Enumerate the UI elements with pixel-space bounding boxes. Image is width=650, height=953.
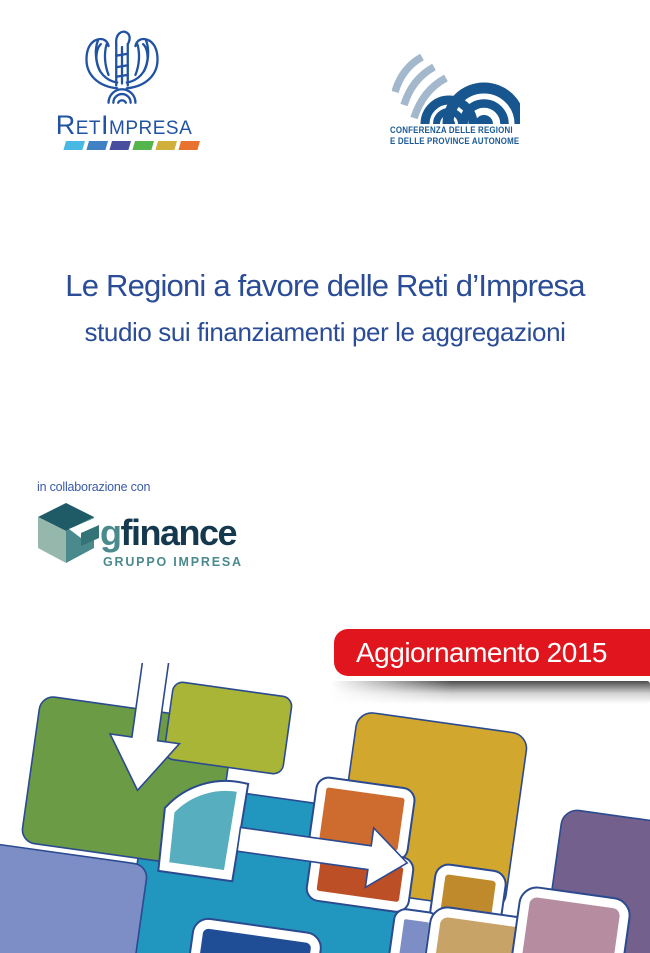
conferenza-wordmark [390, 125, 537, 147]
gfinance-g: g [100, 512, 121, 553]
retimpresa-color-stripe [62, 141, 202, 151]
gfinance-finance: finance [120, 512, 237, 553]
gfinance-tagline: GRUPPO IMPRESA [103, 555, 243, 569]
collaboration-label: in collaborazione con [37, 480, 151, 494]
conferenza-arcs-icon [392, 54, 520, 124]
conferenza-line1: CONFERENZA DELLE REGIONI [390, 125, 513, 135]
flowchart-artwork [0, 663, 650, 953]
tile-mauve [514, 891, 625, 953]
gfinance-cube-icon [33, 502, 99, 564]
conferenza-line2: E DELLE PROVINCE AUTONOME [390, 136, 520, 146]
page-subtitle: studio sui finanziamenti per le aggregazioni [84, 317, 566, 347]
tile-olive [163, 681, 293, 775]
retimpresa-wordmark: RetImpresa [55, 110, 193, 140]
update-banner-label: Aggiornamento 2015 [356, 637, 607, 668]
tile-periwinkle [0, 842, 148, 953]
retimpresa-eagle-icon [74, 26, 170, 118]
gfinance-wordmark [100, 511, 236, 555]
page-title: Le Regioni a favore delle Reti d’Impresa [65, 268, 585, 303]
